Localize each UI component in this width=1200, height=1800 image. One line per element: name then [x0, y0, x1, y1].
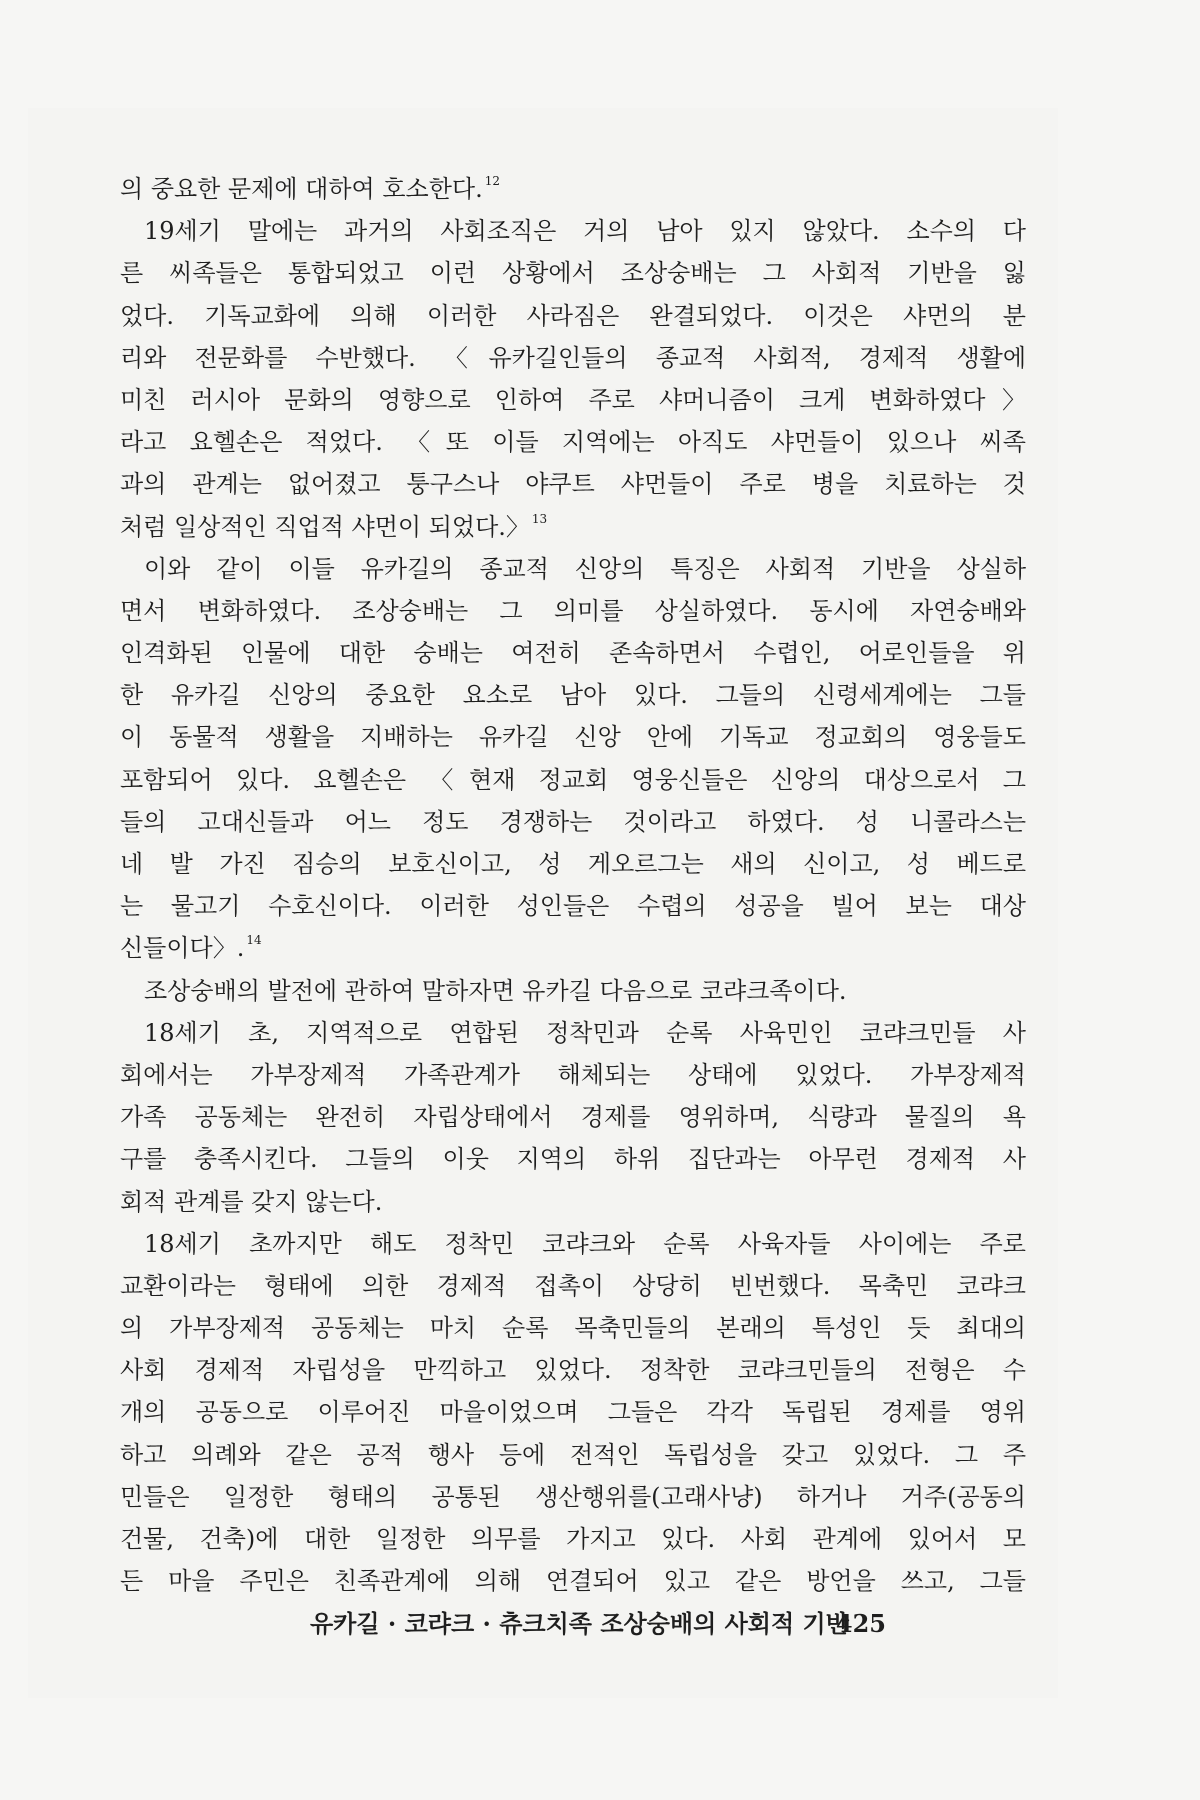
page-number: 425 — [835, 1609, 886, 1638]
text-line-content: 인격화된 인물에 대한 숭배는 여전히 존속하면서 수렵인, 어로인들을 위 — [120, 639, 1026, 668]
text-line — [120, 843, 1026, 885]
text-line-content: 의 중요한 문제에 대하여 호소한다. — [120, 175, 483, 203]
text-line — [120, 1223, 1026, 1265]
text-line — [120, 927, 1026, 969]
text-line-content: 리와 전문화를 수반했다. 〈유카길인들의 종교적 사회적, 경제적 생활에 — [120, 343, 1026, 372]
text-line-content: 민들은 일정한 형태의 공통된 생산행위를(고래사냥) 하거나 거주(공동의 — [120, 1482, 1026, 1511]
body-text — [120, 168, 1026, 1602]
text-line — [120, 970, 1026, 1012]
text-line-content: 는 물고기 수호신이다. 이러한 성인들은 수렵의 성공을 빌어 보는 대상 — [120, 892, 1026, 921]
text-line — [120, 1054, 1026, 1096]
text-line-content: 포함되어 있다. 요헬손은 〈현재 정교회 영웅신들은 신앙의 대상으로서 그 — [120, 765, 1026, 794]
text-line — [120, 759, 1026, 801]
text-line-content: 이 동물적 생활을 지배하는 유카길 신앙 안에 기독교 정교회의 영웅들도 — [120, 723, 1026, 752]
text-line — [120, 1096, 1026, 1138]
text-line-content: 가족 공동체는 완전히 자립상태에서 경제를 영위하며, 식량과 물질의 욕 — [120, 1103, 1026, 1132]
text-line — [120, 1307, 1026, 1349]
text-line — [120, 295, 1026, 337]
text-line-content: 른 씨족들은 통합되었고 이런 상황에서 조상숭배는 그 사회적 기반을 잃 — [120, 259, 1026, 288]
text-line — [120, 590, 1026, 632]
text-line-content: 네 발 가진 짐승의 보호신이고, 성 게오르그는 새의 신이고, 성 베드로 — [120, 850, 1026, 878]
text-line-content: 18세기 초까지만 해도 정착민 코랴크와 순록 사육자들 사이에는 주로 — [144, 1229, 1026, 1258]
footnote-marker: 14 — [246, 933, 262, 948]
text-line — [120, 379, 1026, 421]
text-line — [120, 168, 1026, 210]
text-line-content: 한 유카길 신앙의 중요한 요소로 남아 있다. 그들의 신령세계에는 그들 — [120, 681, 1026, 710]
running-title: 유카길 · 코랴크 · 츄크치족 조상숭배의 사회적 기반 — [310, 1609, 849, 1638]
text-line — [120, 1476, 1026, 1518]
text-line — [120, 210, 1026, 252]
text-line — [120, 337, 1026, 379]
text-line — [120, 674, 1026, 716]
text-line — [120, 463, 1026, 505]
text-line — [120, 1518, 1026, 1560]
text-line-content: 의 가부장제적 공동체는 마치 순록 목축민들의 본래의 특성인 듯 최대의 — [120, 1314, 1026, 1343]
page-footer — [310, 1604, 886, 1644]
footnote-marker: 13 — [531, 511, 548, 526]
text-line-content: 회에서는 가부장제적 가족관계가 해체되는 상태에 있었다. 가부장제적 — [120, 1060, 1026, 1089]
text-line-content: 개의 공동으로 이루어진 마을이었으며 그들은 각각 독립된 경제를 영위 — [120, 1398, 1026, 1427]
text-line — [120, 716, 1026, 758]
text-line — [120, 506, 1026, 548]
text-line-content: 18세기 초, 지역적으로 연합된 정착민과 순록 사육민인 코랴크민들 사 — [144, 1018, 1026, 1047]
text-line — [120, 1012, 1026, 1054]
text-line-content: 건물, 건축)에 대한 일정한 의무를 가지고 있다. 사회 관계에 있어서 모 — [120, 1525, 1026, 1553]
text-line — [120, 421, 1026, 463]
text-line — [120, 1434, 1026, 1476]
text-line — [120, 1349, 1026, 1391]
text-line — [120, 1138, 1026, 1180]
text-line-content: 면서 변화하였다. 조상숭배는 그 의미를 상실하였다. 동시에 자연숭배와 — [120, 596, 1026, 625]
text-line-content: 하고 의례와 같은 공적 행사 등에 전적인 독립성을 갖고 있었다. 그 주 — [120, 1440, 1026, 1469]
text-line — [120, 548, 1026, 590]
text-line-content: 과의 관계는 없어졌고 퉁구스나 야쿠트 샤먼들이 주로 병을 치료하는 것 — [120, 470, 1026, 499]
text-line-content: 들의 고대신들과 어느 정도 경쟁하는 것이라고 하였다. 성 니콜라스는 — [120, 807, 1026, 836]
text-line-content: 이와 같이 이들 유카길의 종교적 신앙의 특징은 사회적 기반을 상실하 — [144, 554, 1026, 583]
text-line-content: 었다. 기독교화에 의해 이러한 사라짐은 완결되었다. 이것은 샤먼의 분 — [120, 301, 1026, 330]
text-line-content: 처럼 일상적인 직업적 샤먼이 되었다.〉 — [120, 512, 530, 541]
text-line — [120, 1265, 1026, 1307]
text-line-content: 신들이다〉. — [120, 934, 245, 963]
text-line — [120, 1391, 1026, 1433]
text-line — [120, 801, 1026, 843]
text-line-content: 미친 러시아 문화의 영향으로 인하여 주로 샤머니즘이 크게 변화하였다〉 — [120, 385, 1026, 414]
text-line — [120, 1560, 1026, 1602]
text-line — [120, 252, 1026, 294]
text-line-content: 구를 충족시킨다. 그들의 이웃 지역의 하위 집단과는 아무런 경제적 사 — [120, 1145, 1026, 1174]
text-line — [120, 632, 1026, 674]
footnote-marker: 12 — [484, 174, 501, 188]
text-line-content: 19세기 말에는 과거의 사회조직은 거의 남아 있지 않았다. 소수의 다 — [144, 217, 1026, 246]
text-line-content: 조상숭배의 발전에 관하여 말하자면 유카길 다음으로 코랴크족이다. — [144, 976, 847, 1005]
text-line-content: 사회 경제적 자립성을 만끽하고 있었다. 정착한 코랴크민들의 전형은 수 — [120, 1356, 1026, 1385]
text-line-content: 라고 요헬손은 적었다. 〈또 이들 지역에는 아직도 샤먼들이 있으나 씨족 — [120, 428, 1026, 457]
text-line-content: 든 마을 주민은 친족관계에 의해 연결되어 있고 같은 방언을 쓰고, 그들 — [120, 1567, 1026, 1596]
text-line — [120, 885, 1026, 927]
text-line-content: 교환이라는 형태에 의한 경제적 접촉이 상당히 빈번했다. 목축민 코랴크 — [120, 1271, 1026, 1300]
text-line-content: 회적 관계를 갖지 않는다. — [120, 1187, 383, 1216]
text-line — [120, 1181, 1026, 1223]
